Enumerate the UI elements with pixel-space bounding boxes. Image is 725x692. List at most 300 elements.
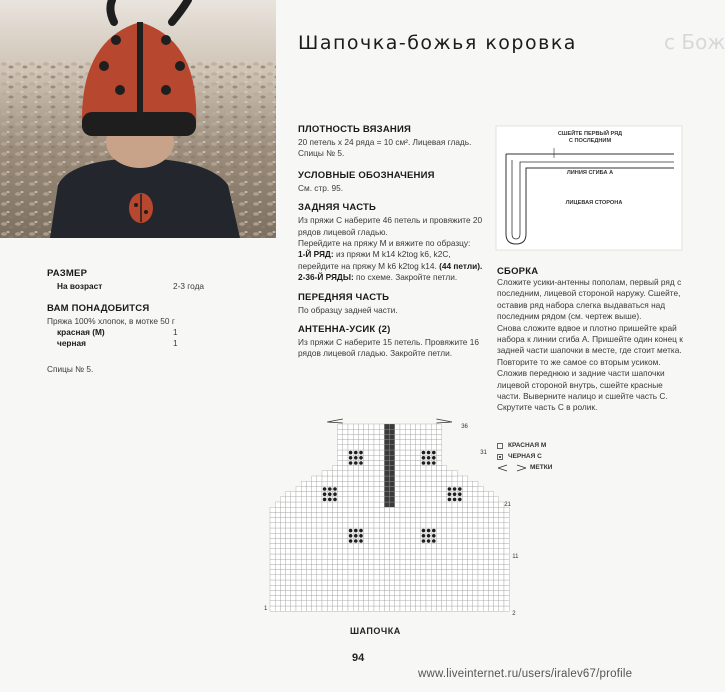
chart-cell — [462, 564, 467, 569]
watermark-url: www.liveinternet.ru/users/iralev67/profile — [418, 668, 633, 680]
chart-cell — [364, 497, 369, 502]
chart-cell — [332, 502, 337, 507]
chart-cell — [483, 606, 488, 611]
chart-cell — [488, 492, 493, 497]
chart-cell — [275, 580, 280, 585]
chart-cell — [442, 544, 447, 549]
chart-cell — [494, 585, 499, 590]
chart-cell — [468, 570, 473, 575]
chart-cell — [379, 570, 384, 575]
chart-cell — [384, 507, 389, 512]
chart-cell — [384, 606, 389, 611]
chart-cell — [312, 559, 317, 564]
knitting-chart — [262, 410, 519, 624]
chart-cell — [416, 471, 421, 476]
chart-cell — [468, 528, 473, 533]
chart-cell-dark — [390, 424, 395, 429]
chart-cell — [332, 507, 337, 512]
chart-cell — [405, 606, 410, 611]
chart-cell — [348, 429, 353, 434]
chart-cell — [395, 450, 400, 455]
chart-spot-stitch — [333, 498, 337, 502]
chart-cell — [483, 559, 488, 564]
chart-cell — [358, 580, 363, 585]
chart-cell — [280, 559, 285, 564]
chart-cell — [494, 518, 499, 523]
chart-cell — [275, 559, 280, 564]
chart-cell — [436, 544, 441, 549]
chart-cell — [416, 450, 421, 455]
chart-cell — [280, 512, 285, 517]
chart-cell — [488, 549, 493, 554]
chart-cell — [369, 564, 374, 569]
chart-cell-dark — [384, 460, 389, 465]
chart-cell — [400, 523, 405, 528]
bleed-through-text: с Бож — [664, 30, 725, 54]
chart-cell — [473, 549, 478, 554]
chart-cell — [499, 570, 504, 575]
chart-cell — [499, 533, 504, 538]
chart-cell — [436, 481, 441, 486]
chart-cell — [301, 486, 306, 491]
chart-cell — [317, 559, 322, 564]
chart-cell — [275, 538, 280, 543]
chart-cell — [379, 580, 384, 585]
chart-cell — [327, 476, 332, 481]
front-heading: ПЕРЕДНЯЯ ЧАСТЬ — [298, 291, 390, 303]
chart-cell — [322, 518, 327, 523]
chart-cell-dark — [390, 429, 395, 434]
chart-cell — [442, 486, 447, 491]
chart-cell — [452, 523, 457, 528]
chart-cell — [452, 585, 457, 590]
chart-cell — [400, 585, 405, 590]
chart-cell — [379, 554, 384, 559]
chart-cell — [270, 544, 275, 549]
chart-cell — [296, 486, 301, 491]
chart-cell — [338, 544, 343, 549]
chart-cell — [301, 596, 306, 601]
chart-cell-dark — [390, 481, 395, 486]
chart-cell — [270, 523, 275, 528]
chart-cell — [332, 549, 337, 554]
chart-cell — [364, 554, 369, 559]
chart-cell — [374, 486, 379, 491]
chart-cell — [358, 544, 363, 549]
chart-cell — [405, 570, 410, 575]
chart-cell — [442, 590, 447, 595]
chart-cell — [499, 564, 504, 569]
chart-cell — [390, 528, 395, 533]
chart-cell — [483, 570, 488, 575]
chart-cell — [312, 575, 317, 580]
chart-cell — [364, 590, 369, 595]
chart-cell — [379, 538, 384, 543]
chart-cell — [488, 575, 493, 580]
chart-cell — [436, 606, 441, 611]
gauge-text: 20 петель х 24 ряда = 10 см². Лицевая гладь. — [298, 137, 472, 147]
chart-cell — [410, 590, 415, 595]
chart-cell — [348, 486, 353, 491]
chart-cell — [431, 471, 436, 476]
chart-cell — [405, 564, 410, 569]
chart-cell — [358, 471, 363, 476]
chart-cell — [395, 585, 400, 590]
chart-cell — [358, 512, 363, 517]
chart-cell-dark — [390, 460, 395, 465]
symbols-section — [298, 170, 486, 194]
chart-cell — [338, 429, 343, 434]
chart-cell — [473, 570, 478, 575]
assembly-heading: СБОРКА — [497, 266, 539, 277]
chart-cell — [306, 507, 311, 512]
chart-cell — [280, 575, 285, 580]
chart-cell — [301, 590, 306, 595]
chart-cell — [416, 497, 421, 502]
chart-cell — [447, 601, 452, 606]
chart-cell — [296, 559, 301, 564]
chart-cell — [473, 497, 478, 502]
chart-cell — [416, 538, 421, 543]
chart-cell — [452, 538, 457, 543]
chart-cell — [275, 523, 280, 528]
chart-cell — [473, 486, 478, 491]
chart-cell — [332, 528, 337, 533]
chart-cell — [364, 564, 369, 569]
chart-cell — [410, 580, 415, 585]
chart-cell — [369, 575, 374, 580]
chart-cell — [447, 596, 452, 601]
chart-cell — [410, 570, 415, 575]
chart-cell — [327, 502, 332, 507]
chart-cell — [369, 512, 374, 517]
chart-cell — [270, 601, 275, 606]
chart-cell — [431, 554, 436, 559]
chart-cell — [400, 507, 405, 512]
chart-cell — [327, 538, 332, 543]
chart-cell — [504, 564, 509, 569]
chart-cell — [431, 590, 436, 595]
chart-cell — [473, 538, 478, 543]
chart-cell — [374, 570, 379, 575]
chart-cell — [327, 533, 332, 538]
chart-cell — [395, 466, 400, 471]
chart-spot-stitch — [432, 456, 436, 460]
chart-cell — [384, 559, 389, 564]
chart-cell — [312, 518, 317, 523]
chart-cell — [478, 528, 483, 533]
chart-cell — [421, 481, 426, 486]
chart-cell — [286, 590, 291, 595]
chart-cell — [353, 492, 358, 497]
chart-cell — [436, 445, 441, 450]
chart-cell — [338, 492, 343, 497]
antenna-fold-diagram — [494, 124, 684, 252]
chart-cell — [327, 549, 332, 554]
chart-cell — [447, 476, 452, 481]
chart-cell — [286, 596, 291, 601]
chart-cell — [457, 476, 462, 481]
row-number-31: 31 — [480, 450, 487, 456]
chart-cell — [416, 590, 421, 595]
chart-cell — [317, 497, 322, 502]
chart-cell — [338, 575, 343, 580]
chart-cell — [421, 502, 426, 507]
chart-cell — [447, 564, 452, 569]
chart-spot-stitch — [448, 492, 452, 496]
chart-cell — [312, 481, 317, 486]
chart-cell — [348, 585, 353, 590]
chart-cell — [421, 492, 426, 497]
chart-cell — [395, 533, 400, 538]
chart-cell — [374, 481, 379, 486]
chart-cell — [421, 570, 426, 575]
chart-cell — [452, 518, 457, 523]
chart-cell — [312, 601, 317, 606]
chart-cell — [338, 440, 343, 445]
chart-cell — [416, 481, 421, 486]
chart-cell — [374, 606, 379, 611]
chart-cell — [384, 580, 389, 585]
chart-cell — [301, 523, 306, 528]
chart-cell — [343, 559, 348, 564]
chart-cell — [343, 549, 348, 554]
chart-cell — [327, 580, 332, 585]
chart-spot-stitch — [333, 492, 337, 496]
chart-cell — [390, 570, 395, 575]
chart-spot-stitch — [354, 534, 358, 538]
chart-cell — [447, 559, 452, 564]
chart-mark-left — [327, 419, 343, 423]
chart-cell — [306, 564, 311, 569]
chart-cell — [431, 440, 436, 445]
chart-cell — [327, 512, 332, 517]
chart-cell — [483, 575, 488, 580]
chart-cell — [343, 590, 348, 595]
chart-cell — [478, 601, 483, 606]
chart-cell — [468, 549, 473, 554]
chart-cell — [275, 570, 280, 575]
chart-cell — [379, 429, 384, 434]
chart-cell-dark — [384, 502, 389, 507]
chart-cell — [317, 538, 322, 543]
chart-cell — [442, 523, 447, 528]
chart-cell — [348, 476, 353, 481]
chart-cell — [374, 575, 379, 580]
chart-cell — [317, 486, 322, 491]
chart-cell — [353, 575, 358, 580]
chart-cell — [442, 575, 447, 580]
chart-cell — [369, 429, 374, 434]
chart-cell — [436, 523, 441, 528]
chart-cell — [478, 554, 483, 559]
chart-cell — [291, 564, 296, 569]
chart-cell — [504, 544, 509, 549]
chart-cell — [410, 481, 415, 486]
chart-cell — [364, 486, 369, 491]
chart-cell — [416, 507, 421, 512]
chart-cell — [358, 497, 363, 502]
chart-cell — [416, 455, 421, 460]
chart-cell — [379, 455, 384, 460]
chart-cell — [416, 575, 421, 580]
chart-cell — [364, 585, 369, 590]
chart-cell — [395, 601, 400, 606]
front-text: По образцу задней части. — [298, 304, 398, 315]
chart-cell — [400, 533, 405, 538]
chart-spot-stitch — [422, 456, 426, 460]
chart-cell — [442, 471, 447, 476]
chart-cell — [312, 544, 317, 549]
chart-cell — [410, 502, 415, 507]
chart-cell — [426, 445, 431, 450]
chart-cell — [369, 440, 374, 445]
chart-cell — [499, 590, 504, 595]
chart-cell — [457, 523, 462, 528]
chart-cell — [395, 481, 400, 486]
chart-cell — [280, 596, 285, 601]
chart-cell — [488, 544, 493, 549]
chart-cell — [384, 544, 389, 549]
chart-cell — [494, 523, 499, 528]
chart-spot-stitch — [349, 456, 353, 460]
chart-cell — [322, 502, 327, 507]
chart-cell — [400, 481, 405, 486]
chart-spot-stitch — [427, 534, 431, 538]
chart-cell — [421, 559, 426, 564]
chart-cell — [327, 518, 332, 523]
chart-cell — [483, 596, 488, 601]
chart-cell — [494, 533, 499, 538]
chart-cell — [338, 502, 343, 507]
size-value: 2-3 года — [173, 281, 205, 291]
chart-cell — [322, 544, 327, 549]
chart-cell — [348, 466, 353, 471]
chart-cell — [421, 512, 426, 517]
chart-cell — [400, 596, 405, 601]
chart-cell — [296, 570, 301, 575]
chart-cell — [364, 460, 369, 465]
chart-cell — [410, 575, 415, 580]
chart-cell — [280, 544, 285, 549]
chart-cell — [343, 564, 348, 569]
chart-cell — [431, 492, 436, 497]
chart-cell — [426, 492, 431, 497]
chart-cell — [322, 564, 327, 569]
chart-cell — [494, 544, 499, 549]
chart-cell — [504, 590, 509, 595]
chart-spot-stitch — [354, 456, 358, 460]
chart-cell — [322, 585, 327, 590]
chart-cell — [374, 590, 379, 595]
chart-cell — [473, 575, 478, 580]
chart-cell — [275, 502, 280, 507]
chart-cell — [400, 538, 405, 543]
chart-caption: ШАПОЧКА — [350, 626, 401, 636]
chart-spot-stitch — [349, 451, 353, 455]
chart-cell — [369, 450, 374, 455]
chart-cell — [447, 507, 452, 512]
chart-cell — [306, 575, 311, 580]
chart-cell — [306, 481, 311, 486]
chart-cell — [395, 544, 400, 549]
chart-cell — [286, 601, 291, 606]
chart-cell — [431, 549, 436, 554]
chart-cell — [343, 466, 348, 471]
chart-cell — [317, 507, 322, 512]
chart-cell — [384, 570, 389, 575]
chart-cell — [416, 559, 421, 564]
chart-cell — [358, 601, 363, 606]
chart-cell — [364, 424, 369, 429]
chart-cell — [488, 507, 493, 512]
chart-cell — [431, 476, 436, 481]
chart-cell — [473, 502, 478, 507]
chart-cell — [275, 601, 280, 606]
chart-cell — [343, 570, 348, 575]
chart-cell — [442, 601, 447, 606]
chart-spot-stitch — [458, 487, 462, 491]
chart-cell — [275, 606, 280, 611]
chart-cell — [421, 507, 426, 512]
chart-cell — [390, 549, 395, 554]
chart-cell — [286, 538, 291, 543]
chart-cell — [431, 570, 436, 575]
chart-cell — [390, 554, 395, 559]
chart-cell — [431, 512, 436, 517]
chart-spot-stitch — [422, 539, 426, 543]
chart-cell — [286, 559, 291, 564]
chart-cell — [457, 528, 462, 533]
chart-cell — [280, 538, 285, 543]
chart-cell — [473, 507, 478, 512]
chart-cell — [338, 512, 343, 517]
chart-cell — [291, 606, 296, 611]
chart-cell — [390, 596, 395, 601]
chart-cell — [478, 580, 483, 585]
chart-cell — [468, 533, 473, 538]
chart-cell — [327, 606, 332, 611]
chart-cell — [478, 492, 483, 497]
chart-cell — [504, 518, 509, 523]
chart-spot-stitch — [448, 498, 452, 502]
chart-cell — [400, 450, 405, 455]
chart-cell — [488, 570, 493, 575]
chart-cell — [436, 424, 441, 429]
chart-cell — [312, 596, 317, 601]
chart-cell — [416, 523, 421, 528]
chart-cell — [416, 502, 421, 507]
chart-cell — [343, 486, 348, 491]
chart-cell — [312, 564, 317, 569]
chart-cell — [462, 549, 467, 554]
chart-cell — [286, 502, 291, 507]
chart-cell — [338, 450, 343, 455]
chart-cell — [426, 497, 431, 502]
chart-cell — [473, 596, 478, 601]
chart-cell — [462, 570, 467, 575]
chart-cell — [317, 554, 322, 559]
chart-cell — [488, 528, 493, 533]
chart-cell — [457, 585, 462, 590]
chart-cell — [421, 544, 426, 549]
chart-cell — [317, 601, 322, 606]
chart-cell — [317, 596, 322, 601]
chart-cell — [452, 533, 457, 538]
chart-cell — [416, 466, 421, 471]
chart-spot-stitch — [323, 487, 327, 491]
chart-cell — [374, 596, 379, 601]
